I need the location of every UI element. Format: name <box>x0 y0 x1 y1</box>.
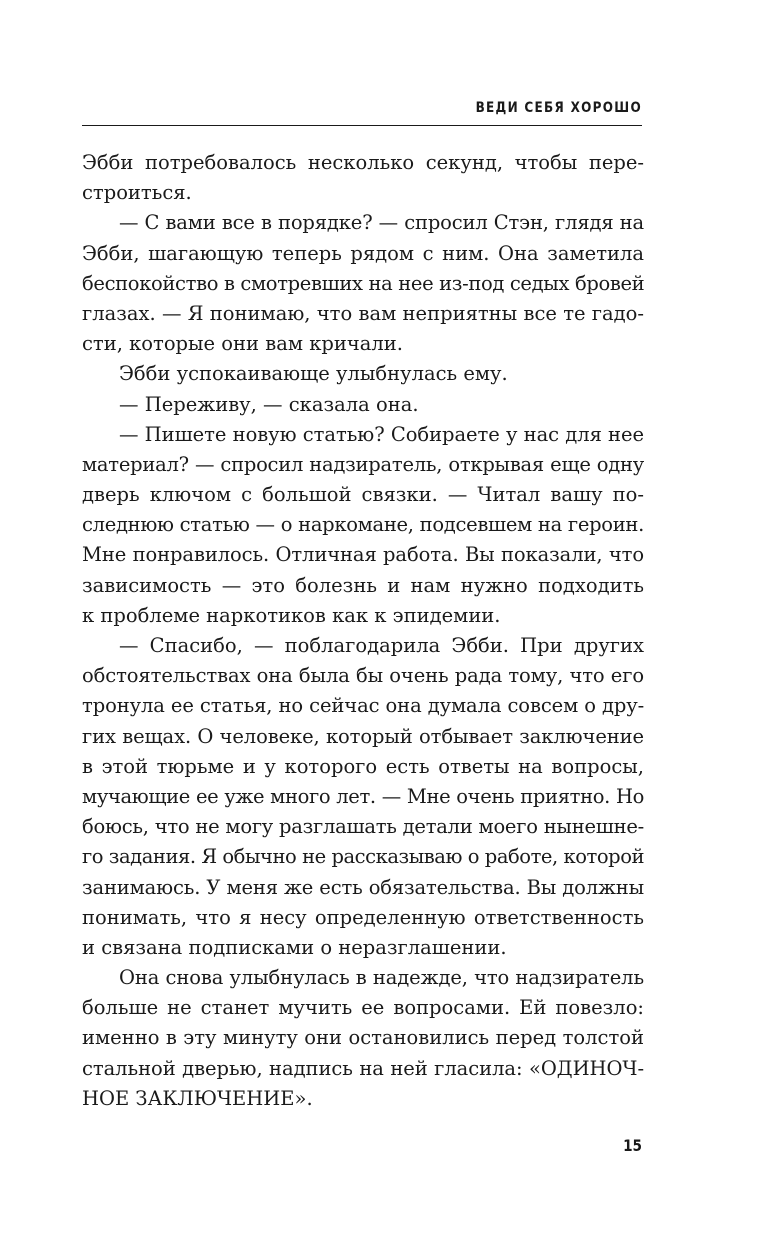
text-line: сти, которые они вам кричали. <box>82 332 403 356</box>
text-body <box>82 148 644 1114</box>
text-line: строиться. <box>82 181 192 205</box>
text-line: Эбби потребовалось несколько секунд, чтобы пере- <box>82 151 644 174</box>
text-line: к проблеме наркотиков как к эпидемии. <box>82 603 501 627</box>
text-line: в этой тюрьме и у которого есть ответы на вопросы, <box>82 754 644 778</box>
text-line: Эбби, шагающую теперь рядом с ним. Она заметила <box>82 241 644 265</box>
text-line: материал? — спросил надзиратель, открывая еще одну <box>82 452 644 476</box>
text-line: следнюю статью — о наркомане, подсевшем на героин. <box>82 513 644 537</box>
text-line: боюсь, что не могу разглашать детали моего нынешне- <box>82 815 644 839</box>
text-line: зависимость — это болезнь и нам нужно подходить <box>82 573 644 597</box>
text-line: гих вещах. О человеке, который отбывает заключение <box>82 724 644 748</box>
text-line: обстоятельствах она была бы очень рада тому, что его <box>82 664 644 688</box>
text-line: Мне понравилось. Отличная работа. Вы показали, что <box>82 543 644 567</box>
text-line: мучающие ее уже много лет. — Мне очень приятно. Но <box>82 784 644 808</box>
text-line: Эбби успокаивающе улыбнулась ему. <box>119 362 508 386</box>
text-line: именно в эту минуту они остановились перед толстой <box>82 1026 644 1050</box>
text-line: дверь ключом с большой связки. — Читал вашу по- <box>82 483 644 507</box>
text-line: — Спасибо, — поблагодарила Эбби. При других <box>119 634 644 657</box>
header-rule <box>82 125 642 126</box>
text-line: — Переживу, — сказала она. <box>119 392 419 416</box>
text-line: — Пишете новую статью? Собираете у нас для нее <box>119 422 644 446</box>
text-line: го задания. Я обычно не рассказываю о работе, которой <box>82 845 645 869</box>
text-line: занимаюсь. У меня же есть обязательства. Вы должны <box>82 875 644 899</box>
text-line: и связана подписками о неразглашении. <box>82 935 507 959</box>
running-header: ВЕДИ СЕБЯ ХОРОШО <box>475 100 642 116</box>
text-line: понимать, что я несу определенную ответственность <box>82 905 644 929</box>
page-number: 15 <box>623 1136 642 1155</box>
text-line: больше не станет мучить ее вопросами. Ей повезло: <box>82 996 644 1020</box>
text-line: — С вами все в порядке? — спросил Стэн, глядя на <box>119 211 644 235</box>
text-line: беспокойство в смотревших на нее из-под седых бровей <box>82 271 645 295</box>
text-line: тронула ее статья, но сейчас она думала совсем о дру- <box>82 694 645 718</box>
text-line: НОЕ ЗАКЛЮЧЕНИЕ». <box>82 1086 313 1110</box>
text-line: глазах. — Я понимаю, что вам неприятны все те гадо- <box>82 301 644 325</box>
text-line: Она снова улыбнулась в надежде, что надзиратель <box>119 966 644 990</box>
text-line: стальной дверью, надпись на ней гласила: «ОДИНОЧ- <box>82 1056 644 1080</box>
